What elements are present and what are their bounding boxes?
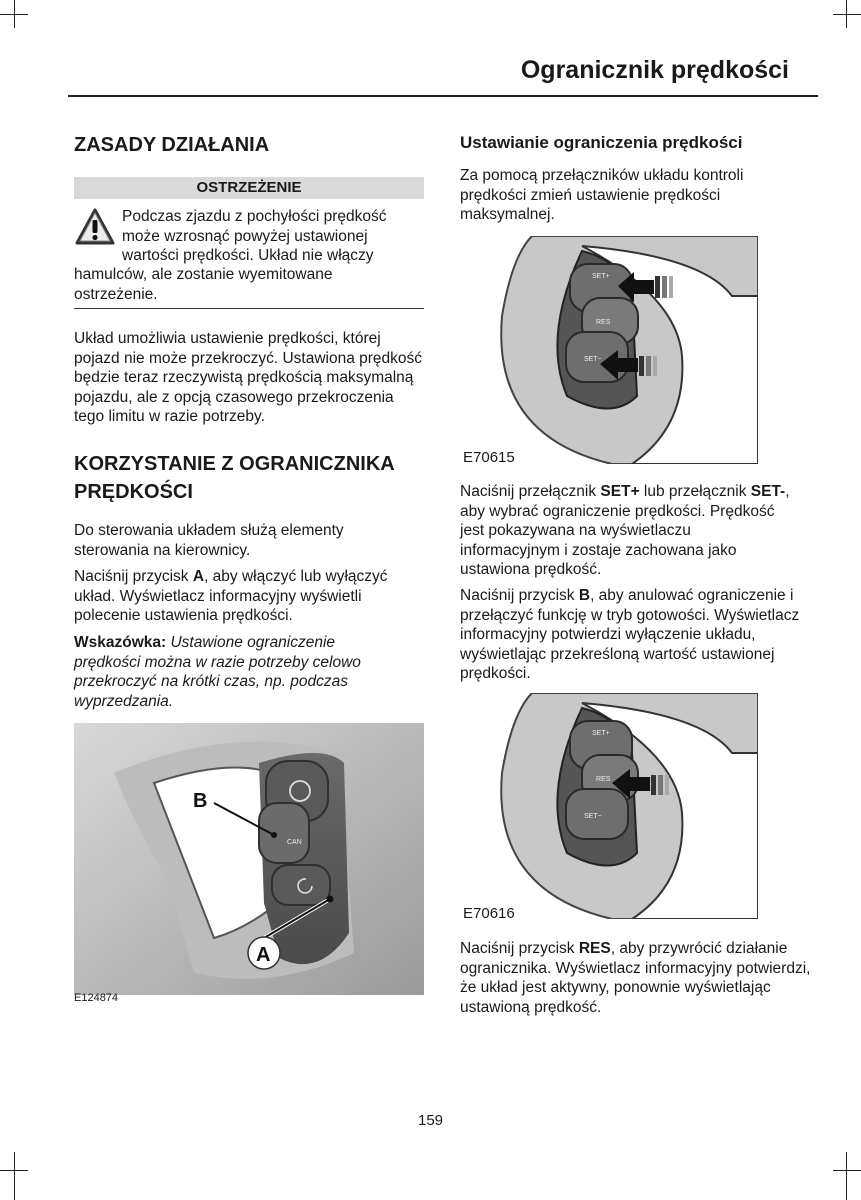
- figure-code: E124874: [74, 992, 119, 1004]
- crop-mark: [833, 1170, 861, 1171]
- paragraph: [460, 939, 816, 1017]
- paragraph: [460, 482, 790, 580]
- res-switch-figure: [472, 693, 758, 919]
- key-label: A: [192, 568, 205, 585]
- steering-wheel-controls-figure: [74, 723, 424, 995]
- crop-mark: [0, 14, 28, 15]
- warning-text-line: ostrzeżenie.: [74, 286, 158, 303]
- note-label: Wskazówka:: [74, 634, 167, 651]
- page-title: Ogranicznik prędkości: [520, 56, 789, 84]
- set-minus-label: SET−: [584, 356, 602, 363]
- warning-header: OSTRZEŻENIE: [74, 177, 424, 199]
- key-label: RES: [578, 940, 611, 957]
- text: lub przełącznik: [639, 483, 751, 500]
- header-rule: [68, 95, 818, 97]
- note: [74, 633, 404, 711]
- text: , aby wybrać ograniczenie prędkości. Prędkość jest pokazywana na wyświetlaczu informacyjnym i zostaje zachowana jako ustawiona prędkość.: [460, 483, 790, 578]
- note-text: Ustawione ograniczenie prędkości można w razie potrzeby celowo przekroczyć na krótki czas, np. podczas wyprzedzania.: [74, 634, 361, 710]
- warning-text-line: wartości prędkości. Układ nie włączy: [122, 247, 374, 264]
- text: Naciśnij przycisk: [74, 568, 193, 585]
- warning-text-line: hamulców, ale zostanie wyemitowane: [74, 266, 333, 283]
- set-plus-label: SET+: [592, 273, 610, 280]
- callout-a: A: [256, 944, 271, 966]
- callout-b: B: [193, 790, 208, 812]
- can-button-label: CAN: [287, 839, 302, 846]
- warning-triangle-icon: [74, 207, 116, 247]
- paragraph: [74, 567, 426, 626]
- crop-mark: [833, 14, 861, 15]
- key-label: B: [578, 587, 591, 604]
- crop-mark: [0, 1170, 28, 1171]
- paragraph: Układ umożliwia ustawienie prędkości, której pojazd nie może przekroczyć. Ustawiona prędkość będzie teraz rzeczywistą prędkością maksymalną pojazdu, ale z opcją czasowego przekroczenia tego limitu w razie potrzeby.: [74, 330, 423, 425]
- text: , aby anulować ograniczenie i przełączyć funkcję w tryb gotowości. Wyświetlacz informacyjny potwierdzi wyłączenie układu, wyświetlając przekreśloną wartość ustawionej prędkości.: [460, 587, 800, 682]
- set-plus-label: SET+: [592, 730, 610, 737]
- subsection-heading: Ustawianie ograniczenia prędkości: [460, 133, 743, 152]
- text: Naciśnij przycisk: [460, 587, 579, 604]
- key-label: SET-: [750, 483, 786, 500]
- set-switch-figure: [472, 236, 758, 464]
- key-label: SET+: [600, 483, 640, 500]
- figure-code: E70616: [463, 905, 515, 922]
- page-number: 159: [417, 1112, 444, 1129]
- section-heading-usage: KORZYSTANIE Z OGRANICZNIKA PRĘDKOŚCI: [74, 453, 394, 503]
- paragraph: [460, 586, 816, 684]
- text: Naciśnij przełącznik: [460, 483, 601, 500]
- set-minus-label: SET−: [584, 813, 602, 820]
- text: , aby włączyć lub wyłączyć układ. Wyświetlacz informacyjny wyświetli polecenie ustawienia prędkości.: [74, 568, 388, 624]
- section-heading-principles: ZASADY DZIAŁANIA: [74, 134, 270, 156]
- paragraph: Za pomocą przełączników układu kontroli prędkości zmień ustawienie prędkości maksymalnej.: [460, 167, 744, 223]
- paragraph: Do sterowania układem służą elementy sterowania na kierownicy.: [74, 522, 344, 559]
- warning-text-line: może wzrosnąć powyżej ustawionej: [122, 228, 368, 245]
- crop-mark: [846, 1152, 847, 1200]
- warning-bottom-rule: [74, 308, 424, 309]
- res-label: RES: [596, 776, 611, 783]
- figure-code: E70615: [463, 449, 515, 466]
- crop-mark: [14, 1152, 15, 1200]
- res-label: RES: [596, 319, 611, 326]
- text: , aby przywrócić działanie ogranicznika. Wyświetlacz informacyjny potwierdzi, że układ jest aktywny, ponownie wyświetlając ustawioną prędkość.: [460, 940, 811, 1016]
- text: Naciśnij przycisk: [460, 940, 579, 957]
- warning-text-line: Podczas zjazdu z pochyłości prędkość: [122, 208, 387, 225]
